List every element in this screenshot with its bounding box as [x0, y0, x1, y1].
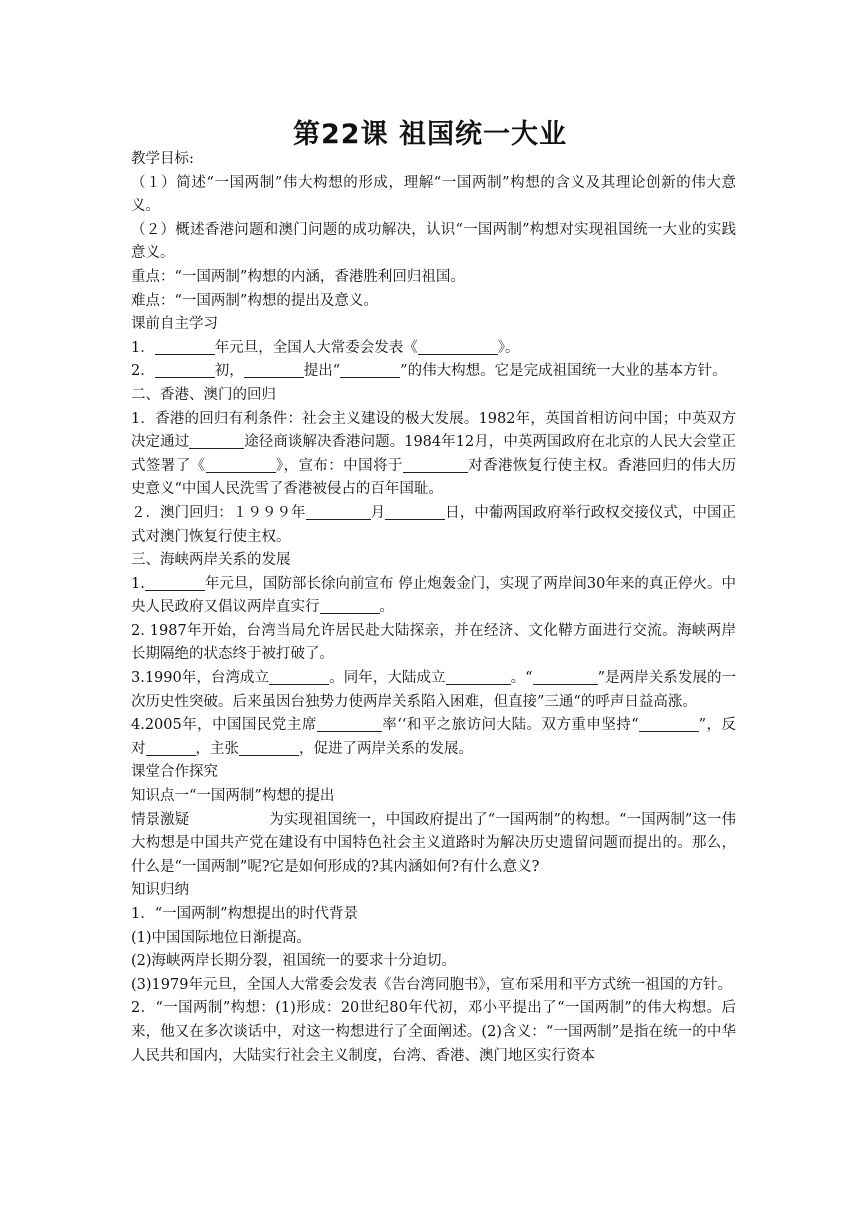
blank[interactable]: [155, 361, 215, 378]
strait-paragraph-3: 3.1990年，台湾成立 。同年，大陆成立 。“ ”是两岸关系发展的一次历史性突破。后来虽因台独势力使两岸关系陷入困难，但直接”三通“的呼声日益高涨。: [131, 670, 736, 710]
blank[interactable]: [239, 739, 299, 756]
hk-paragraph: 1．香港的回归有利条件：社会主义建设的极大发展。1982年，英国首相访问中国；中英双方决定通过 途径商谈解决香港问题。1984年12月，中英两国政府在北京的人民大会堂正式签署了《 》，宣布：中国将于 对香港恢复行使主权。香港回归的伟大历史意义“中国人民洗雪了香港被侵占的百年国耻。: [131, 410, 737, 498]
blank[interactable]: [155, 338, 215, 355]
blank[interactable]: [320, 597, 380, 614]
blank[interactable]: [145, 574, 205, 591]
goal-2: （２）概述香港问题和澳门问题的成功解决，认识“一国两制”构想对实现祖国统一大业的实践意义。: [131, 221, 736, 262]
blank[interactable]: [446, 668, 511, 685]
pre-question-2: 2． 初， 提出“ ”的伟大构想。它是完成祖国统一大业的基本方针。: [131, 363, 727, 380]
blank[interactable]: [533, 668, 598, 685]
blank[interactable]: [340, 361, 400, 378]
blank[interactable]: [206, 456, 276, 473]
macau-paragraph: ２．澳门回归：１９９９年 月 日，中葡两国政府举行政权交接仪式，中国正式对澳门恢复行使主权。: [131, 504, 737, 545]
pre-question-1: 1． 年元旦，全国人大常委会发表《 》。: [131, 339, 520, 356]
summary-1b: (2)海峡两岸长期分裂，祖国统一的要求十分迫切。: [131, 953, 457, 970]
blank[interactable]: [306, 503, 371, 520]
goals-heading: 教学目标:: [131, 151, 194, 167]
pre-study-heading: 课前自主学习: [131, 316, 218, 333]
blank[interactable]: [317, 715, 382, 732]
blank[interactable]: [244, 361, 304, 378]
summary-heading: 知识归纳: [131, 882, 189, 899]
strait-paragraph-2: 2. 1987年开始，台湾当局允许居民赴大陆探亲，并在经济、文化鞯方面进行交流。海峡两岸长期隔绝的状态终于被打破了。: [131, 622, 736, 663]
strait-paragraph-4: 4.2005年，中国国民党主席 率‘‘和平之旅访问大陆。双方重申坚持“ ”，反对 ，主张 ，促进了两岸关系的发展。: [131, 717, 736, 757]
explore-heading: 课堂合作探究: [131, 764, 218, 781]
scene-paragraph: 情景激疑 为实现祖国统一，中国政府提出了“一国两制”的构想。“一国两制”这一伟大构想是中国共产党在建设有中国特色社会主义道路时为解决历史遗留问题而提出的。那么，什么是“一国两制”呢?它是如何形成的?其内涵如何?有什么意义?: [131, 811, 736, 875]
blank[interactable]: [269, 668, 329, 685]
strait-paragraph-1: 1. 年元旦，国防部长徐向前宣布 停止炮轰金门，实现了两岸间30年来的真正停火。中央人民政府又倡议两岸直实行 。: [131, 575, 736, 616]
blank[interactable]: [385, 503, 445, 520]
summary-1c: (3)1979年元旦，全国人大常委会发表《告台湾同胞书》，宣布采用和平方式统一祖国的方针。: [131, 976, 733, 993]
blank[interactable]: [418, 338, 498, 355]
goal-1: （１）简述“一国两制”伟大构想的形成，理解“一国两制”构想的含义及其理论创新的伟大意义。: [131, 174, 736, 215]
blank[interactable]: [403, 456, 468, 473]
hk-macau-heading: 二、香港、澳门的回归: [131, 386, 276, 403]
strait-heading: 三、海峡两岸关系的发展: [131, 552, 291, 569]
document-body: [131, 148, 736, 1068]
key-point: 重点：“一国两制”构想的内涵，香港胜利回归祖国。: [131, 268, 465, 285]
difficult-point: 难点：“一国两制”构想的提出及意义。: [131, 292, 378, 309]
blank[interactable]: [189, 432, 244, 449]
knowledge-point-1: 知识点一“一国两制”构想的提出: [131, 788, 335, 805]
summary-1: 1．“一国两制”构想提出的时代背景: [131, 906, 359, 922]
summary-2: 2．“一国两制”构想：(1)形成：20世纪80年代初，邓小平提出了“一国两制”的伟大构想。后来，他又在多次谈话中，对这一构想进行了全面阐述。(2)含义：“一国两制”是指在统一的中华人民共和国内，大陆实行社会主义制度，台湾、香港、澳门地区实行资本: [131, 1000, 736, 1064]
blank[interactable]: [146, 739, 196, 756]
lesson-title: 第22课 祖国统一大业: [293, 119, 567, 150]
blank[interactable]: [639, 715, 699, 732]
summary-1a: (1)中国国际地位日渐提高。: [131, 929, 312, 946]
